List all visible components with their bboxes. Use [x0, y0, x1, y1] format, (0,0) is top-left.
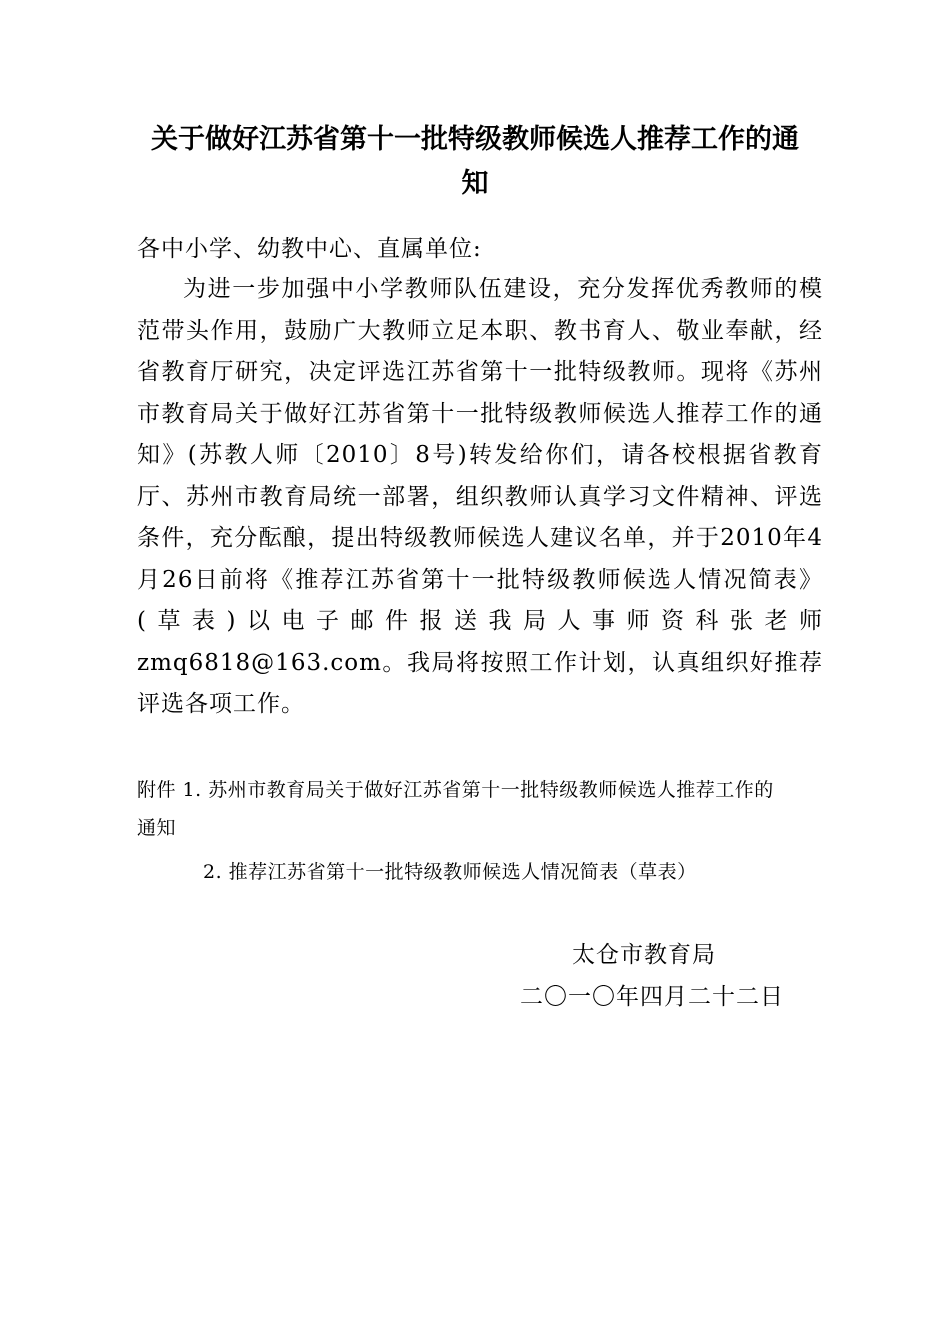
attachment-2: 2. 推荐江苏省第十一批特级教师候选人情况简表（草表）: [203, 861, 697, 883]
body-paragraph: 为进一步加强中小学教师队伍建设，充分发挥优秀教师的模范带头作用，鼓励广大教师立足本职、教书育人、敬业奉献，经省教育厅研究，决定评选江苏省第十一批特级教师。现将《苏州市教育局关于做好江苏省第十一批特级教师候选人推荐工作的通知》(苏教人师〔2010〕8号)转发给你们，请各校根据省教育厅、苏州市教育局统一部署，组织教师认真学习文件精神、评选条件，充分酝酿，提出特级教师候选人建议名单，并于2010年4月26日前将《推荐江苏省第十一批特级教师候选人情况简表》(草表)以电子邮件报送我局人事师资科张老师zmq6818@163.com。我局将按照工作计划，认真组织好推荐评选各项工作。: [137, 276, 823, 717]
title-line-1: 关于做好江苏省第十一批特级教师候选人推荐工作的通: [151, 124, 799, 155]
signature-date: 二〇一〇年四月二十二日: [520, 984, 784, 1010]
title-line-2: 知: [461, 168, 489, 199]
signature-organization: 太仓市教育局: [572, 942, 716, 968]
salutation: 各中小学、幼教中心、直属单位:: [137, 236, 482, 262]
attachment-1-line-2: 通知: [137, 817, 177, 839]
attachment-1-line-1: 附件 1. 苏州市教育局关于做好江苏省第十一批特级教师候选人推荐工作的: [137, 779, 774, 801]
document-title: [130, 118, 820, 206]
